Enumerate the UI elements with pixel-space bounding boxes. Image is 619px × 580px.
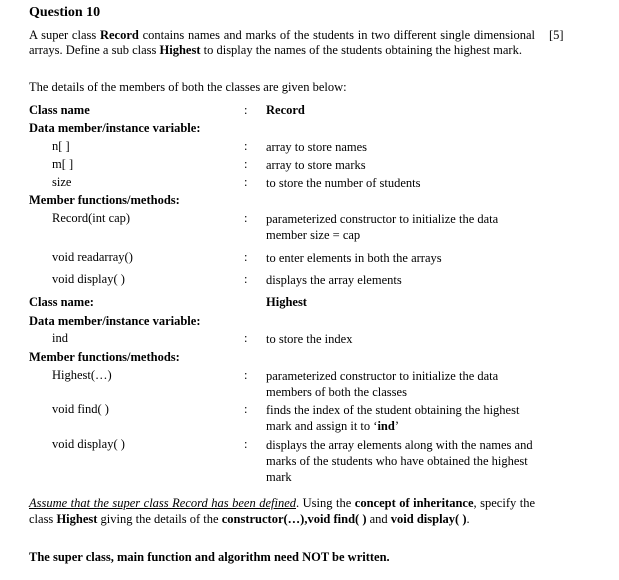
colon: : <box>244 103 248 117</box>
member-desc: array to store marks <box>266 158 366 172</box>
highest-class-value: Highest <box>266 295 307 309</box>
colon: : <box>244 437 248 451</box>
method-desc: finds the index of the student obtaining the highest mark and assign it to ‘ind’ <box>266 403 520 433</box>
intro-paragraph: A super class Record contains names and marks of the students in two different single dimensional arrays. Define a sub class Highest to display the names of the students obtaining the highest mark. <box>29 28 535 57</box>
colon: : <box>244 157 248 171</box>
method-name: Record(int cap) <box>52 211 131 225</box>
method-desc: parameterized constructor to initialize the data member size = cap <box>266 212 499 242</box>
colon: : <box>244 331 248 345</box>
member-desc: array to store names <box>266 140 368 154</box>
member-name: ind <box>52 331 68 345</box>
record-class-value: Record <box>266 103 305 117</box>
assumption-note: Assume that the super class Record has been defined <box>29 496 297 510</box>
highest-class-label: Class name: <box>29 295 94 309</box>
method-name: void display( ) <box>52 437 125 451</box>
highest-member-functions-heading: Member functions/methods: <box>29 350 180 364</box>
record-member-functions-heading: Member functions/methods: <box>29 193 180 207</box>
colon: : <box>244 175 248 189</box>
member-name: n[ ] <box>52 139 70 153</box>
closing-paragraph: Assume that the super class Record has been defined. Using the concept of inheritance, specify the class Highest giving the details of the constructor(…),void find( ) and void display( ). <box>29 496 536 526</box>
colon: : <box>244 402 248 416</box>
method-name: void readarray() <box>52 250 133 264</box>
colon: : <box>244 272 248 286</box>
record-data-members-heading: Data member/instance variable: <box>29 121 201 135</box>
details-line: The details of the members of both the classes are given below: <box>29 80 347 94</box>
marks-label: [5] <box>549 28 564 42</box>
method-name: void find( ) <box>52 402 109 416</box>
member-name: m[ ] <box>52 157 74 171</box>
method-desc: displays the array elements <box>266 273 402 287</box>
method-desc: parameterized constructor to initialize the data members of both the classes <box>266 369 499 399</box>
highest-data-members-heading: Data member/instance variable: <box>29 314 201 328</box>
record-class-label: Class name <box>29 103 90 117</box>
method-name: Highest(…) <box>52 368 112 382</box>
method-desc: to enter elements in both the arrays <box>266 251 442 265</box>
colon: : <box>244 139 248 153</box>
question-title: Question 10 <box>29 5 101 20</box>
method-name: void display( ) <box>52 272 125 286</box>
colon: : <box>244 250 248 264</box>
final-note: The super class, main function and algorithm need NOT be written. <box>29 550 390 564</box>
member-name: size <box>52 175 72 189</box>
member-desc: to store the index <box>266 332 353 346</box>
colon: : <box>244 211 248 225</box>
colon: : <box>244 368 248 382</box>
member-desc: to store the number of students <box>266 176 421 190</box>
method-desc: displays the array elements along with the names and marks of the students who have obtained the highest mark <box>266 438 533 484</box>
